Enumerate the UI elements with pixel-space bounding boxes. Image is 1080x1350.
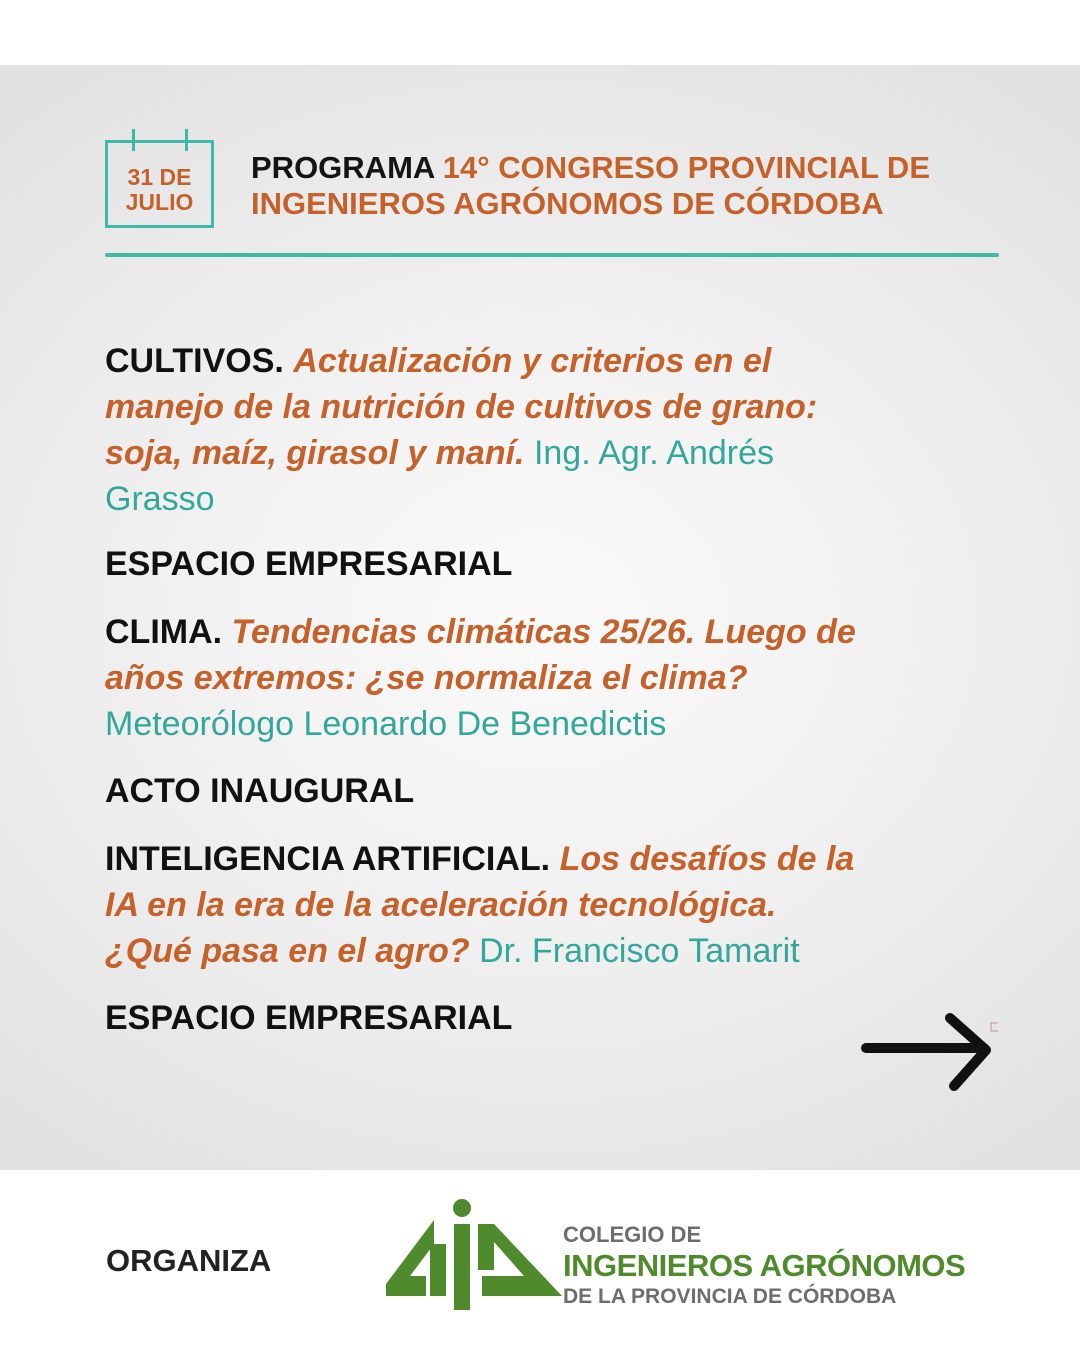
item-speaker: Ing. Agr. Andrés bbox=[533, 434, 775, 472]
item-label: ESPACIO EMPRESARIAL bbox=[105, 545, 513, 583]
title-prefix: PROGRAMA bbox=[251, 150, 435, 185]
calendar-ring bbox=[132, 129, 135, 151]
arrow-right-icon[interactable] bbox=[858, 1010, 998, 1094]
item-topic: IA en la era de la aceleración tecnológica. bbox=[105, 886, 777, 924]
organiza-label: ORGANIZA bbox=[106, 1243, 272, 1278]
item-topic: soja, maíz, girasol y maní. bbox=[105, 434, 525, 472]
calendar-icon bbox=[105, 140, 214, 228]
item-topic: Actualización y criterios en el bbox=[293, 342, 772, 380]
item-speaker: Dr. Francisco Tamarit bbox=[479, 932, 800, 970]
program-item-cultivos bbox=[105, 338, 1005, 522]
item-label: CLIMA. bbox=[105, 613, 223, 651]
item-topic: Los desafíos de la bbox=[559, 840, 855, 878]
organizer-name bbox=[563, 1222, 1003, 1310]
org-line1: COLEGIO DE bbox=[563, 1222, 702, 1247]
item-label: ACTO INAUGURAL bbox=[105, 772, 415, 810]
item-topic: ¿Qué pasa en el agro? bbox=[105, 932, 470, 970]
item-label: INTELIGENCIA ARTIFICIAL. bbox=[105, 840, 551, 878]
date-day: 31 DE bbox=[127, 164, 192, 190]
item-speaker: Meteorólogo Leonardo De Benedictis bbox=[105, 705, 667, 743]
item-label: CULTIVOS. bbox=[105, 342, 284, 380]
header-divider bbox=[105, 253, 999, 257]
title-line1: 14° CONGRESO PROVINCIAL DE bbox=[442, 150, 931, 185]
item-topic: manejo de la nutrición de cultivos de grano: bbox=[105, 388, 818, 426]
calendar-ring bbox=[185, 129, 188, 151]
date-month: JULIO bbox=[125, 189, 194, 215]
program-item-acto-inaugural bbox=[105, 768, 1005, 814]
item-speaker: Grasso bbox=[105, 480, 215, 518]
event-date bbox=[108, 165, 211, 215]
org-line2: INGENIEROS AGRÓNOMOS bbox=[563, 1248, 966, 1283]
program-item-inteligencia-artificial bbox=[105, 836, 1005, 974]
org-line3: DE LA PROVINCIA DE CÓRDOBA bbox=[563, 1285, 897, 1308]
program-item-espacio-empresarial bbox=[105, 541, 1005, 587]
page-title bbox=[251, 150, 1031, 222]
title-line2: INGENIEROS AGRÓNOMOS DE CÓRDOBA bbox=[251, 186, 884, 221]
aia-logo-icon bbox=[384, 1198, 564, 1314]
item-topic: años extremos: ¿se normaliza el clima? bbox=[105, 659, 748, 697]
item-topic: Tendencias climáticas 25/26. Luego de bbox=[231, 613, 856, 651]
item-label: ESPACIO EMPRESARIAL bbox=[105, 999, 513, 1037]
program-item-clima bbox=[105, 609, 1005, 747]
